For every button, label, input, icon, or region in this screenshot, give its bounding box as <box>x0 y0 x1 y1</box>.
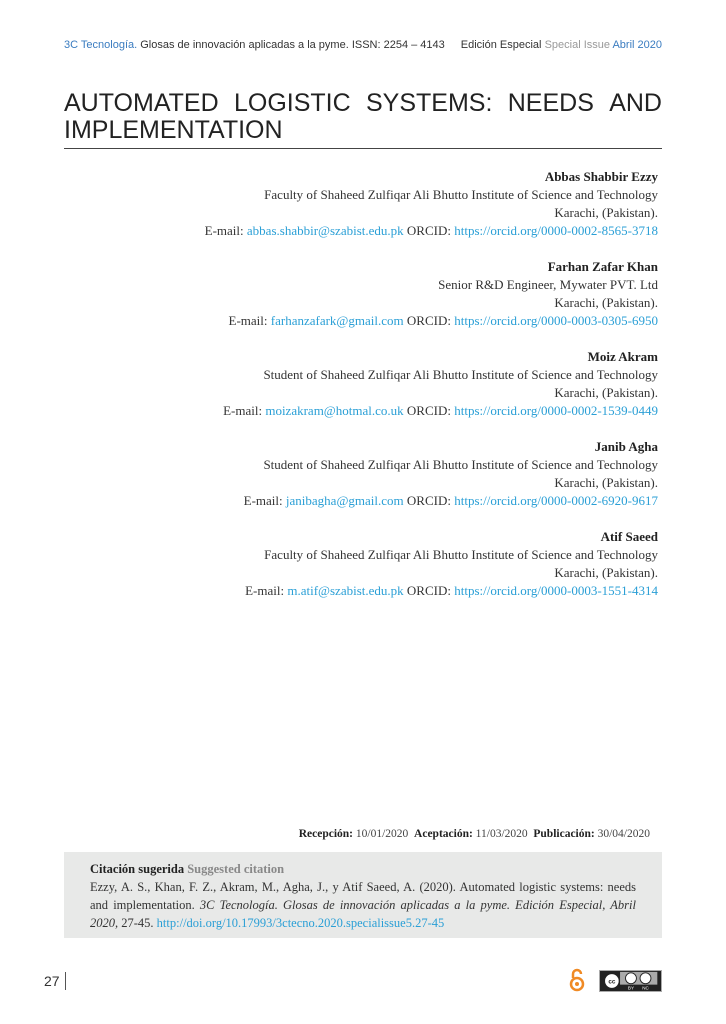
doi-link[interactable]: http://doi.org/10.17993/3ctecno.2020.specialissue5.27-45 <box>156 916 445 930</box>
title-word: LOGISTIC <box>233 89 351 117</box>
creative-commons-by-nc-icon <box>599 970 662 992</box>
orcid-link[interactable]: https://orcid.org/0000-0002-6920-9617 <box>454 493 658 508</box>
author-location: Karachi, (Pakistan). <box>554 295 658 310</box>
email-link[interactable]: moizakram@hotmal.co.uk <box>265 403 404 418</box>
author-block <box>98 528 658 600</box>
title-word: SYSTEMS: <box>365 89 493 117</box>
author-name: Farhan Zafar Khan <box>547 259 658 274</box>
issue-info: Edición Especial Special Issue Abril 2020 <box>460 39 662 51</box>
svg-text:BY: BY <box>627 985 634 991</box>
email-link[interactable]: janibagha@gmail.com <box>285 493 404 508</box>
author-contact: E-mail: m.atif@szabist.edu.pk ORCID: https://orcid.org/0000-0003-1551-4314 <box>245 583 658 598</box>
title-word: AUTOMATED <box>64 89 219 117</box>
author-location: Karachi, (Pakistan). <box>554 565 658 580</box>
author-contact: E-mail: moizakram@hotmal.co.uk ORCID: https://orcid.org/0000-0002-1539-0449 <box>223 403 658 418</box>
author-affiliation: Faculty of Shaheed Zulfiqar Ali Bhutto Institute of Science and Technology <box>264 187 658 202</box>
author-name: Moiz Akram <box>587 349 658 364</box>
email-link[interactable]: farhanzafark@gmail.com <box>270 313 404 328</box>
orcid-link[interactable]: https://orcid.org/0000-0003-0305-6950 <box>454 313 658 328</box>
svg-text:NC: NC <box>642 985 649 991</box>
author-affiliation: Faculty of Shaheed Zulfiqar Ali Bhutto Institute of Science and Technology <box>264 547 658 562</box>
title-word: AND <box>609 89 662 117</box>
article-title: AUTOMATED LOGISTIC SYSTEMS: NEEDS AND IMPLEMENTATION <box>64 90 662 149</box>
author-contact: E-mail: abbas.shabbir@szabist.edu.pk ORCID: https://orcid.org/0000-0002-8565-3718 <box>204 223 658 238</box>
author-affiliation: Senior R&D Engineer, Mywater PVT. Ltd <box>438 277 658 292</box>
orcid-link[interactable]: https://orcid.org/0000-0002-8565-3718 <box>454 223 658 238</box>
orcid-link[interactable]: https://orcid.org/0000-0002-1539-0449 <box>454 403 658 418</box>
author-block <box>98 438 658 510</box>
author-contact: E-mail: janibagha@gmail.com ORCID: https://orcid.org/0000-0002-6920-9617 <box>243 493 658 508</box>
author-affiliation: Student of Shaheed Zulfiqar Ali Bhutto Institute of Science and Technology <box>263 457 658 472</box>
running-header <box>64 39 662 51</box>
author-list <box>98 168 658 618</box>
article-dates: Recepción: 10/01/2020 Aceptación: 11/03/2020 Publicación: 30/04/2020 <box>298 828 650 840</box>
title-word: NEEDS <box>507 89 594 117</box>
author-block <box>98 168 658 240</box>
svg-text:cc: cc <box>608 978 616 986</box>
author-name: Abbas Shabbir Ezzy <box>544 169 658 184</box>
suggested-citation: Citación sugerida Suggested citation Ezzy, A. S., Khan, F. Z., Akram, M., Agha, J., y Atif Saeed, A. (2020). Automated logistic systems: needs and implementation. 3C Tecnología. Glosas de innovación aplicadas a la pyme. Edición Especial, Abril 2020, 27-45. http://doi.org/10.17993/3ctecno.2020.specialissue5.27-45 <box>64 852 662 938</box>
author-contact: E-mail: farhanzafark@gmail.com ORCID: https://orcid.org/0000-0003-0305-6950 <box>228 313 658 328</box>
author-name: Atif Saeed <box>600 529 658 544</box>
open-access-icon <box>568 968 586 992</box>
author-affiliation: Student of Shaheed Zulfiqar Ali Bhutto Institute of Science and Technology <box>263 367 658 382</box>
email-link[interactable]: m.atif@szabist.edu.pk <box>287 583 404 598</box>
author-block <box>98 348 658 420</box>
journal-info: 3C Tecnología. Glosas de innovación aplicadas a la pyme. ISSN: 2254 – 4143 <box>64 39 445 51</box>
author-location: Karachi, (Pakistan). <box>554 385 658 400</box>
author-location: Karachi, (Pakistan). <box>554 205 658 220</box>
email-link[interactable]: abbas.shabbir@szabist.edu.pk <box>246 223 404 238</box>
page-number: 27 <box>44 972 66 990</box>
author-name: Janib Agha <box>594 439 658 454</box>
author-block <box>98 258 658 330</box>
author-location: Karachi, (Pakistan). <box>554 475 658 490</box>
orcid-link[interactable]: https://orcid.org/0000-0003-1551-4314 <box>454 583 658 598</box>
